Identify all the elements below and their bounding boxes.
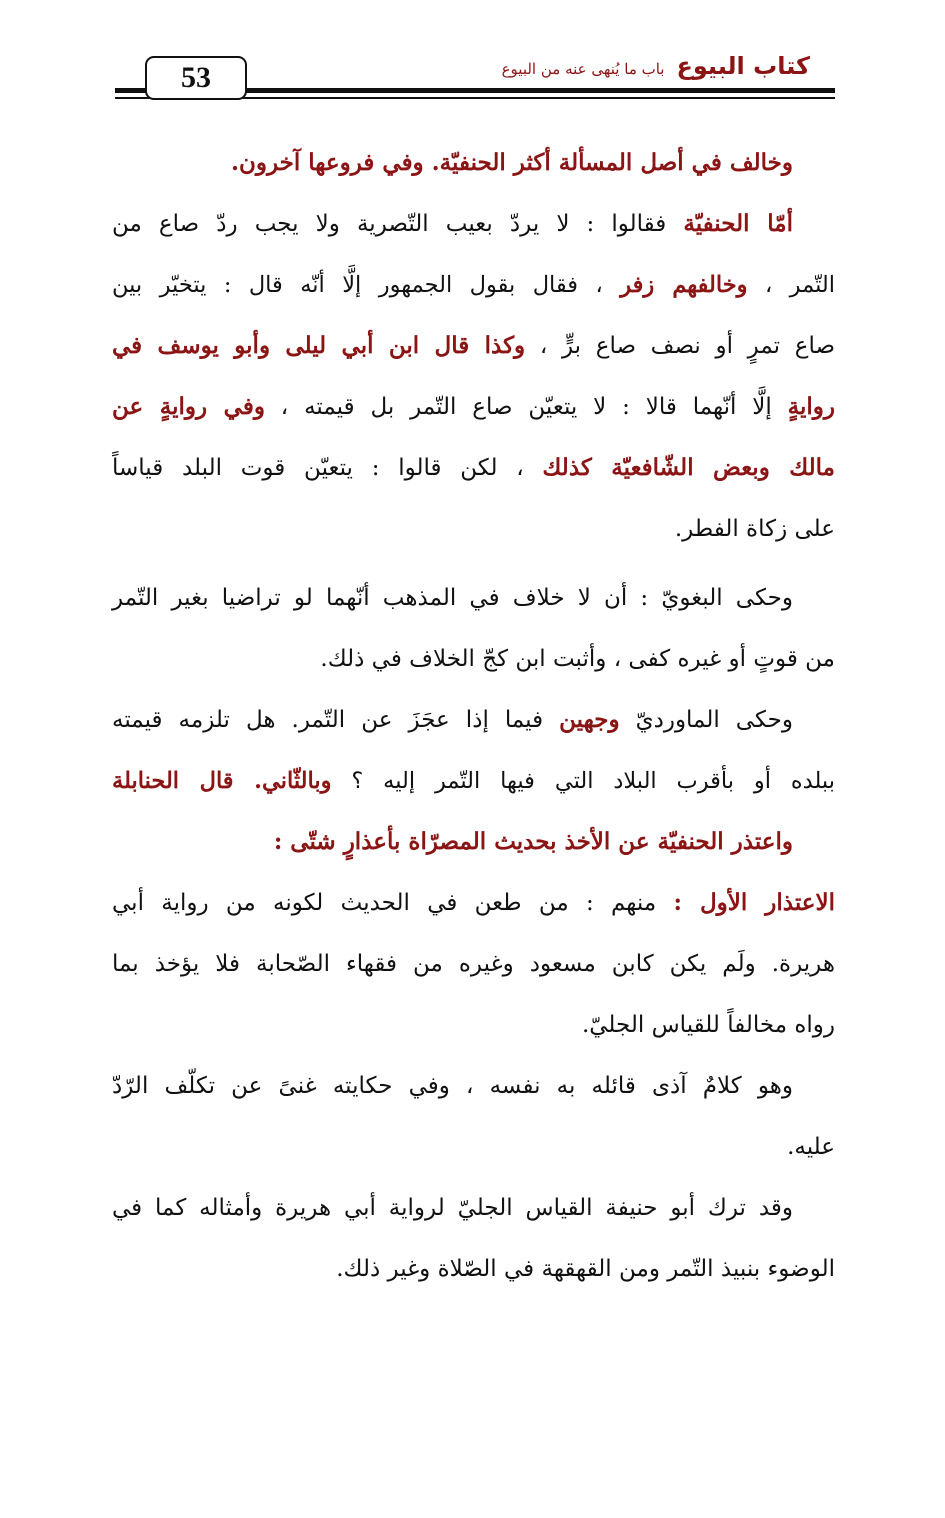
text-run: فقالوا : لا يردّ بعيب التّصرية ولا يجب ردّ صاع من <box>112 211 684 237</box>
text-line <box>112 633 835 694</box>
red-bold-text: وبالثّاني. قال الحنابلة <box>112 768 332 794</box>
red-bold-text: وجهين <box>559 706 620 733</box>
text-line <box>112 755 835 816</box>
chapter-title: باب ما يُنهى عنه من البيوع <box>501 60 665 78</box>
page-number: 53 <box>145 56 247 100</box>
text-line <box>112 320 835 381</box>
red-bold-text: وخالف في أصل المسألة أكثر الحنفيّة. وفي فروعها آخرون. <box>230 149 793 176</box>
text-line <box>112 137 835 198</box>
text-run: من قوتٍ أو غيره كفى ، وأثبت ابن كجّ الخلاف في ذلك. <box>320 646 835 672</box>
red-bold-text: وفي روايةٍ عن <box>112 393 265 420</box>
text-line <box>112 1121 835 1182</box>
text-line <box>112 503 835 564</box>
text-line <box>112 938 835 999</box>
red-bold-text: مالك وبعض الشّافعيّة كذلك <box>542 454 835 481</box>
text-run: ، لكن قالوا : يتعيّن قوت البلد قياساً <box>112 455 543 481</box>
text-line <box>112 877 835 938</box>
text-run: إلَّا أنّهما قالا : لا يتعيّن صاع التّمر بل قيمته ، <box>264 394 788 420</box>
text-run: التّمر ، <box>747 272 835 298</box>
red-bold-text: أمّا الحنفيّة <box>683 210 793 237</box>
text-run: وهو كلامٌ آذى قائله به نفسه ، وفي حكايته غنىً عن تكلّف الرّدّ <box>112 1073 793 1099</box>
text-run: صاع تمرٍ أو نصف صاع برٍّ ، <box>525 333 835 359</box>
page-header <box>110 52 835 106</box>
red-bold-text: وكذا قال ابن أبي ليلى وأبو يوسف في <box>112 332 526 359</box>
red-bold-text: وخالفهم زفر <box>620 272 748 298</box>
text-line <box>112 1060 835 1121</box>
text-run: عليه. <box>787 1134 835 1160</box>
text-line <box>112 198 835 259</box>
text-run: هريرة. ولَم يكن كابن مسعود وغيره من فقهاء الصّحابة فلا يؤخذ بما <box>112 951 835 977</box>
text-line <box>112 259 835 320</box>
red-bold-text: الاعتذار الأول : <box>673 889 835 916</box>
text-run: ببلده أو بأقرب البلاد التي فيها التّمر إليه ؟ <box>331 768 835 794</box>
page-body <box>112 137 835 1304</box>
text-run: الوضوء بنبيذ التّمر ومن القهقهة في الصّلاة وغير ذلك. <box>336 1256 835 1282</box>
text-run: وحكى البغويّ : أن لا خلاف في المذهب أنّهما لو تراضيا بغير التّمر <box>112 585 793 611</box>
text-line <box>112 442 835 503</box>
text-line <box>112 1243 835 1304</box>
header-titles <box>502 52 810 88</box>
text-line <box>112 816 835 877</box>
text-line <box>112 572 835 633</box>
book-title: كتاب البيوع <box>676 52 810 80</box>
text-run: منهم : من طعن في الحديث لكونه من رواية أبي <box>112 890 674 916</box>
text-run: وحكى الماورديّ <box>619 707 793 733</box>
red-bold-text: روايةٍ <box>787 393 835 420</box>
red-bold-text: واعتذر الحنفيّة عن الأخذ بحديث المصرّاة بأعذارٍ شتّى : <box>273 828 793 855</box>
text-run: رواه مخالفاً للقياس الجليّ. <box>581 1012 835 1038</box>
text-run: وقد ترك أبو حنيفة القياس الجليّ لرواية أبي هريرة وأمثاله كما في <box>112 1195 793 1221</box>
text-run: ، فقال بقول الجمهور إلَّا أنّه قال : يتخيّر بين <box>112 272 621 298</box>
text-run: على زكاة الفطر. <box>674 516 835 542</box>
text-line <box>112 999 835 1060</box>
text-run: فيما إذا عجَزَ عن التّمر. هل تلزمه قيمته <box>112 707 560 733</box>
text-line <box>112 694 835 755</box>
text-line <box>112 381 835 442</box>
text-line <box>112 1182 835 1243</box>
